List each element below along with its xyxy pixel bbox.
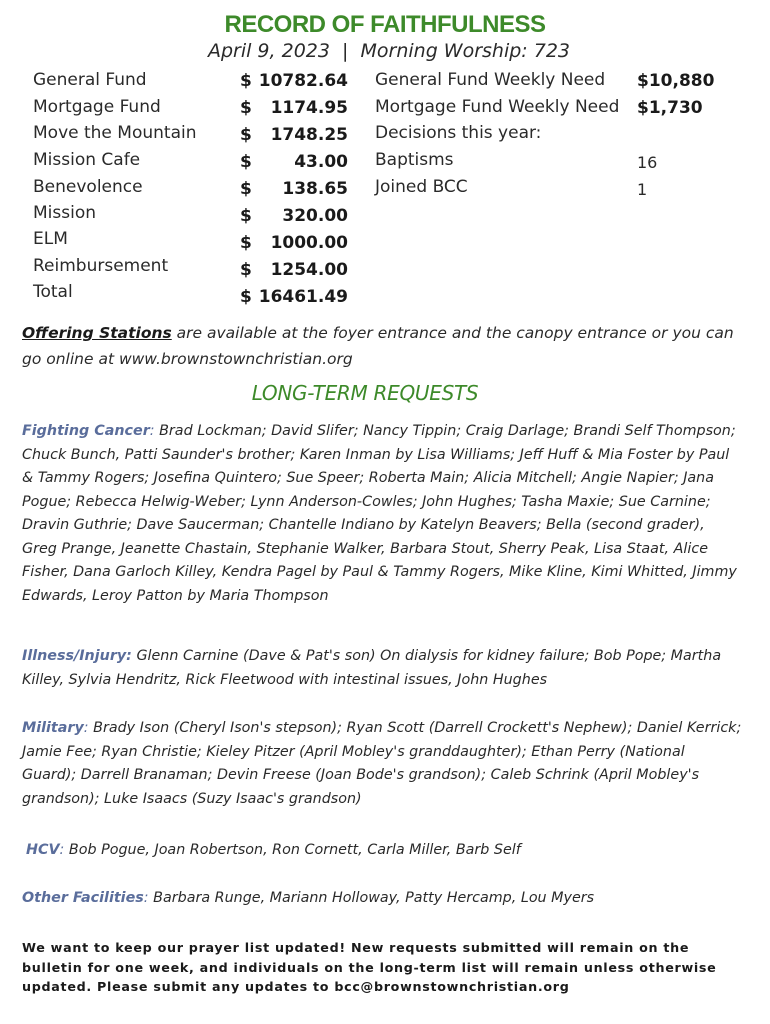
request-hcv bbox=[26, 839, 746, 863]
page-title: RECORD OF FAITHFULNESS bbox=[224, 11, 546, 38]
request-military bbox=[22, 717, 742, 811]
request-separator: : bbox=[59, 842, 69, 858]
fund-amount: 1254.00 bbox=[270, 260, 348, 280]
fund-label: Benevolence bbox=[33, 177, 143, 197]
need-value: $1,730 bbox=[637, 98, 703, 118]
request-text: Barbara Runge, Mariann Holloway, Patty Hercamp, Lou Myers bbox=[153, 890, 595, 906]
request-text: Brad Lockman; David Slifer; Nancy Tippin; Craig Darlage; Brandi Self Thompson; Chuck Bunch, Patti Saunder's brother; Karen Inman by Lisa Williams; Jeff Huff & Mia Foster by Paul & Tammy Rogers; Josefina Quintero; Sue Speer; Roberta Main; Alicia Mitchell; Angie Napier; Jana Pogue; Rebecca Helwig-Weber; Lynn Anderson-Cowles; John Hughes; Tasha Maxie; Sue Carnine; Dravin Guthrie; Dave Saucerman; Chantelle Indiano by Katelyn Beavers; Bella (second grader), Greg Prange, Jeanette Chastain, Stephanie Walker, Barbara Stout, Sherry Peak, Lisa Staat, Alice Fisher, Dana Garloch Killey, Kendra Pagel by Paul & Tammy Rogers, Mike Kline, Kimi Whitted, Jimmy Edwards, Leroy Patton by Maria Thompson bbox=[22, 423, 737, 604]
request-illness-injury bbox=[22, 645, 742, 692]
request-separator: : bbox=[143, 890, 154, 906]
fund-amount: 1174.95 bbox=[270, 98, 348, 118]
request-text: Glenn Carnine (Dave & Pat's son) On dialysis for kidney failure; Bob Pope; Martha Killey, Sylvia Hendritz, Rick Fleetwood with intestinal issues, John Hughes bbox=[22, 648, 722, 688]
fund-currency: $ bbox=[240, 206, 252, 226]
section-title: LONG-TERM REQUESTS bbox=[251, 381, 479, 405]
fund-currency: $ bbox=[240, 71, 252, 91]
footer-note: We want to keep our prayer list updated! New requests submitted will remain on the bulletin for one week, and individuals on the long-term list will remain unless otherwise updated. Please submit any updates to bcc@brownstownchristian.org bbox=[22, 940, 717, 994]
request-separator: : bbox=[149, 423, 160, 439]
fund-currency: $ bbox=[240, 233, 252, 253]
fund-label: Mortgage Fund bbox=[33, 97, 161, 117]
fund-label: Mission Cafe bbox=[33, 150, 141, 170]
request-category: Other Facilities bbox=[22, 890, 144, 906]
request-text: Bob Pogue, Joan Robertson, Ron Cornett, Carla Miller, Barb Self bbox=[68, 842, 521, 858]
decision-value: 1 bbox=[637, 180, 648, 199]
fund-amount: 43.00 bbox=[294, 152, 348, 172]
fund-amount: 138.65 bbox=[282, 179, 348, 199]
need-label: Mortgage Fund Weekly Need bbox=[375, 97, 620, 117]
fund-currency: $ bbox=[240, 260, 252, 280]
decision-label: Joined BCC bbox=[375, 177, 468, 197]
offering-note bbox=[22, 320, 752, 372]
service-date: April 9, 2023 | Morning Worship: 723 bbox=[207, 40, 571, 62]
offering-text: are available at the foyer entrance and the canopy entrance or you can go online at www.brownstownchristian.org bbox=[22, 324, 734, 368]
fund-total-label: Total bbox=[33, 282, 73, 302]
request-category: Military bbox=[22, 720, 84, 736]
fund-amount: 1000.00 bbox=[270, 233, 348, 253]
request-category: Fighting Cancer bbox=[22, 423, 150, 439]
fund-label: Reimbursement bbox=[33, 256, 169, 276]
request-category: Illness/Injury: bbox=[22, 648, 132, 664]
request-separator: : bbox=[83, 720, 94, 736]
need-label: General Fund Weekly Need bbox=[375, 70, 606, 90]
fund-currency: $ bbox=[240, 98, 252, 118]
fund-total-amount: 16461.49 bbox=[258, 287, 348, 307]
fund-label: General Fund bbox=[33, 70, 147, 90]
fund-currency: $ bbox=[240, 287, 252, 307]
decision-label: Baptisms bbox=[375, 150, 454, 170]
fund-amount: 10782.64 bbox=[258, 71, 348, 91]
fund-label: Mission bbox=[33, 203, 97, 223]
fund-currency: $ bbox=[240, 152, 252, 172]
need-value: $10,880 bbox=[637, 71, 715, 91]
fund-label: Move the Mountain bbox=[33, 123, 197, 143]
decision-value: 16 bbox=[637, 153, 658, 172]
request-text: Brady Ison (Cheryl Ison's stepson); Ryan Scott (Darrell Crockett's Nephew); Daniel Kerrick; Jamie Fee; Ryan Christie; Kieley Pitzer (April Mobley's granddaughter); Ethan Perry (National Guard); Darrell Branaman; Devin Freese (Joan Bode's grandson); Caleb Schrink (April Mobley's grandson); Luke Isaacs (Suzy Isaac's grandson) bbox=[22, 720, 742, 807]
fund-amount: 320.00 bbox=[282, 206, 348, 226]
fund-currency: $ bbox=[240, 179, 252, 199]
request-other-facilities bbox=[22, 887, 742, 911]
fund-label: ELM bbox=[33, 229, 68, 249]
fund-currency: $ bbox=[240, 125, 252, 145]
request-fighting-cancer bbox=[22, 420, 742, 608]
decisions-heading: Decisions this year: bbox=[375, 123, 542, 143]
offering-stations-label: Offering Stations bbox=[22, 324, 172, 342]
request-category: HCV bbox=[26, 842, 60, 858]
fund-amount: 1748.25 bbox=[270, 125, 348, 145]
